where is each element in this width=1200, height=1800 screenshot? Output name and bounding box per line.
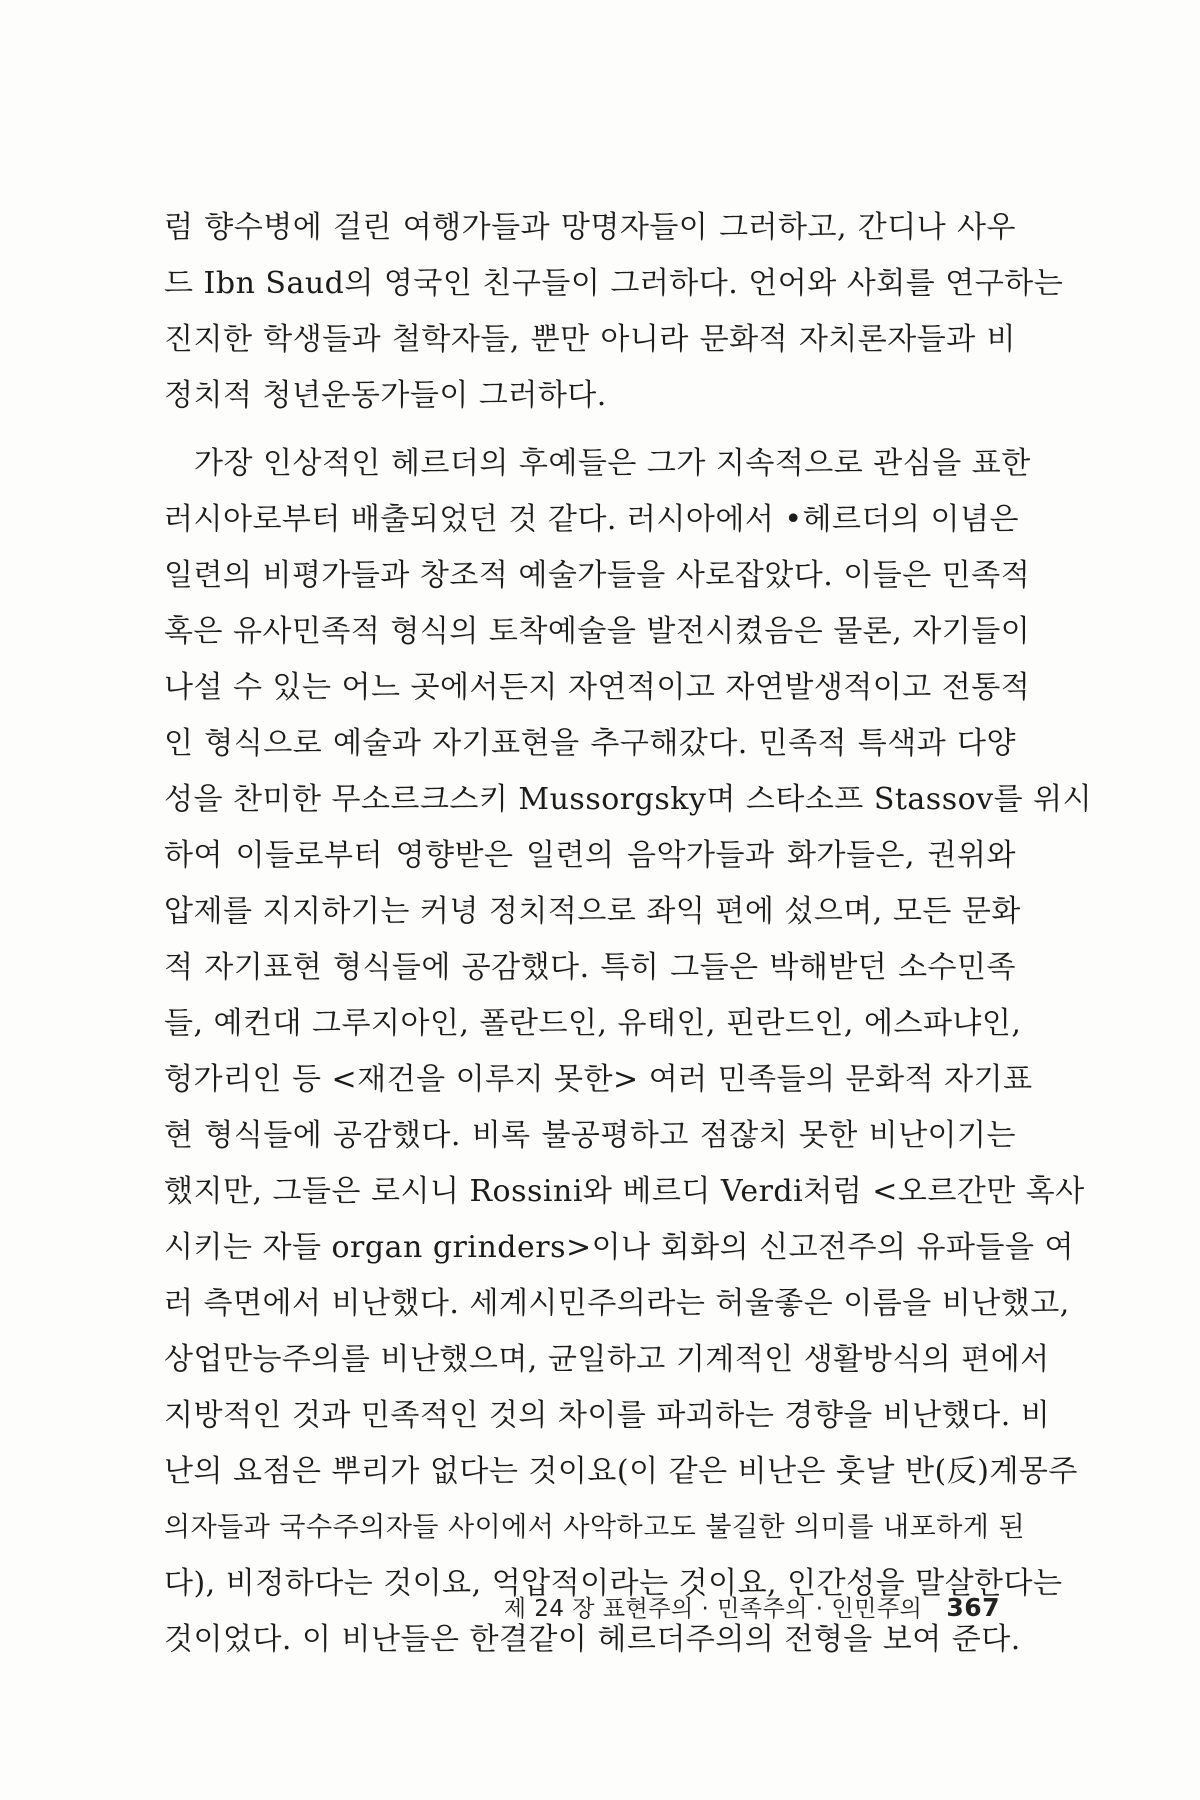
text-line: 러시아로부터 배출되었던 것 같다. 러시아에서 •헤르더의 이념은	[164, 502, 1019, 537]
running-head: 제 24 장 표현주의 · 민족주의 · 인민주의	[503, 1596, 923, 1622]
text-line: 진지한 학생들과 철학자들, 뿐만 아니라 문화적 자치론자들과 비	[164, 322, 1016, 357]
text-line: 다), 비정하다는 것이요, 억압적이라는 것이요, 인간성을 말살한다는	[164, 1566, 1063, 1601]
text-line: 시키는 자들 organ grinders>이나 회화의 신고전주의 유파들을 여	[164, 1230, 1074, 1265]
text-line: 러 측면에서 비난했다. 세계시민주의라는 허울좋은 이름을 비난했고,	[164, 1286, 1070, 1321]
text-line: 적 자기표현 형식들에 공감했다. 특히 그들은 박해받던 소수민족	[164, 950, 1016, 985]
text-line: 압제를 지지하기는 커녕 정치적으로 좌익 편에 섰으며, 모든 문화	[164, 894, 1021, 929]
page-footer	[504, 1590, 1000, 1623]
text-line: 나설 수 있는 어느 곳에서든지 자연적이고 자연발생적이고 전통적	[164, 670, 1031, 705]
text-line: 난의 요점은 뿌리가 없다는 것이요(이 같은 비난은 훗날 반(反)계몽주	[164, 1454, 1078, 1489]
text-line: 들, 예컨대 그루지아인, 폴란드인, 유태인, 핀란드인, 에스파냐인,	[164, 1006, 1022, 1041]
text-line: 의자들과 국수주의자들 사이에서 사악하고도 불길한 의미를 내포하게 된	[164, 1512, 1026, 1543]
text-line: 것이었다. 이 비난들은 한결같이 헤르더주의의 전형을 보여 준다.	[164, 1622, 1021, 1657]
text-line: 하여 이들로부터 영향받은 일련의 음악가들과 화가들은, 권위와	[164, 838, 1016, 873]
text-line: 가장 인상적인 헤르더의 후예들은 그가 지속적으로 관심을 표한	[194, 446, 1031, 481]
text-line: 상업만능주의를 비난했으며, 균일하고 기계적인 생활방식의 편에서	[164, 1342, 1050, 1377]
body-text	[164, 200, 1093, 1668]
text-line: 럼 향수병에 걸린 여행가들과 망명자들이 그러하고, 간디나 사우	[164, 210, 1016, 245]
text-line: 혹은 유사민족적 형식의 토착예술을 발전시켰음은 물론, 자기들이	[164, 614, 1031, 649]
page-number: 367	[946, 1593, 1000, 1622]
text-line: 일련의 비평가들과 창조적 예술가들을 사로잡았다. 이들은 민족적	[164, 558, 1031, 593]
text-line: 정치적 청년운동가들이 그러하다.	[164, 378, 607, 413]
text-line: 했지만, 그들은 로시니 Rossini와 베르디 Verdi처럼 <오르간만 혹사	[164, 1174, 1085, 1209]
text-line: 성을 찬미한 무소르크스키 Mussorgsky며 스타소프 Stassov를 위시	[164, 782, 1093, 817]
text-line: 인 형식으로 예술과 자기표현을 추구해갔다. 민족적 특색과 다양	[164, 726, 1016, 761]
text-line: 지방적인 것과 민족적인 것의 차이를 파괴하는 경향을 비난했다. 비	[164, 1398, 1051, 1433]
text-line: 드 Ibn Saud의 영국인 친구들이 그러하다. 언어와 사회를 연구하는	[164, 266, 1064, 301]
text-line: 현 형식들에 공감했다. 비록 불공평하고 점잖치 못한 비난이기는	[164, 1118, 1016, 1153]
text-line: 헝가리인 등 <재건을 이루지 못한> 여러 민족들의 문화적 자기표	[164, 1062, 1033, 1097]
